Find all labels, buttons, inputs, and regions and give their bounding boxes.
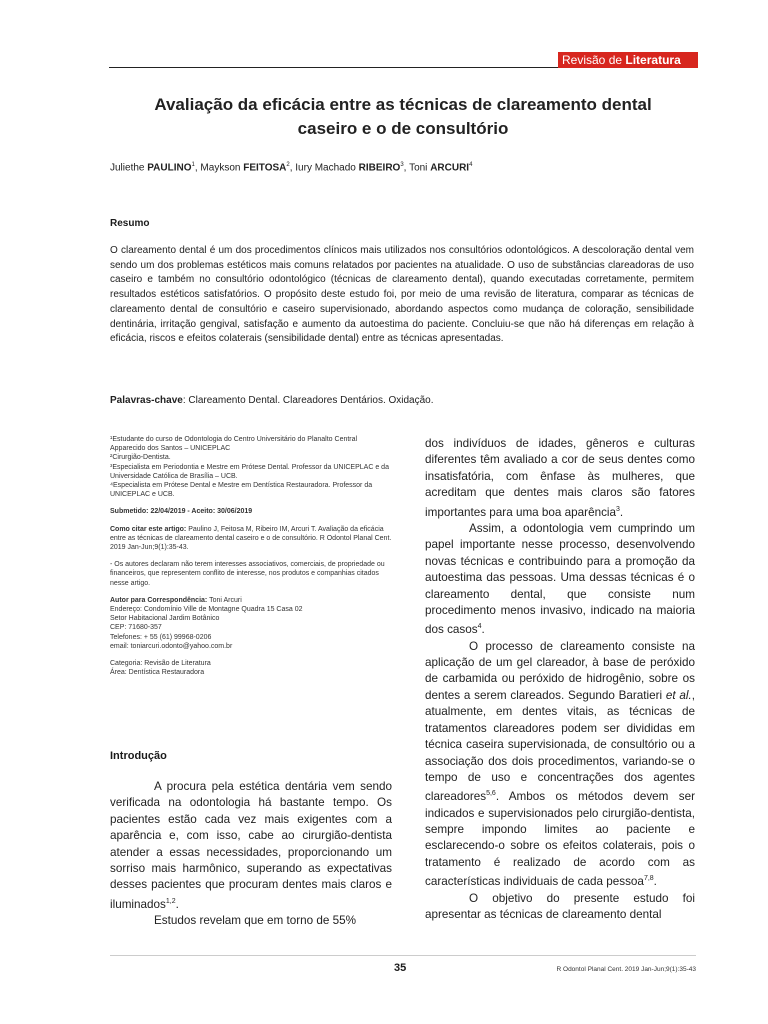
affiliations xyxy=(110,435,392,499)
author-sup: 1 xyxy=(191,162,195,168)
paragraph-text: dos indivíduos de idades, gêneros e culturas diferentes têm avaliado a cor de seus dentes como insatisfatória, com ênfase às mulheres, que acreditam que dentes mais claros são fatores importantes para uma boa aparência xyxy=(425,437,695,519)
author-family: ARCURI xyxy=(430,162,470,174)
citation-ref: 4 xyxy=(477,623,482,631)
paragraph: A procura pela estética dentária vem sendo verificada na odontologia há bastante tempo. Os pacientes estão cada vez mais exigentes com a aparência e, com isso, cabe ao cirurgião-dentista atender a essas necessidades, proporcionando um sorriso mais harmônico, superando as expectativas desses pacientes que procuram dentes mais claros e iluminados$^{1,2}$. xyxy=(110,780,392,911)
body-column-left xyxy=(110,779,392,930)
citation-ref: 5,6 xyxy=(486,790,496,798)
abstract-text: O clareamento dental é um dos procedimentos clínicos mais utilizados nos consultórios odontológicos. A descoloração dental vem sendo um dos problemas estéticos mais comuns relatados por pacientes na atualidade. O uso de substâncias clareadoras de uso caseiro e também no consultório odontológico (técnicas de clareamento dental), quando executadas corretamente, permitem resultados estéticos satisfatórios. O propósito deste estudo foi, por meio de uma revisão de literatura, comparar as técnicas de clareamento dental de consultório e caseiro supervisionado, abordando aspectos como mudança de coloração, sensibilidade dentinária, irritação gengival, satisfação e aumento da autoestima do paciente. Concluiu-se que não há diferenças em relação à eficácia, riscos e efeitos colaterais (sensibilidade dental) entre as técnicas apresentadas. xyxy=(110,245,694,345)
section-name: Literatura xyxy=(625,53,681,67)
abstract-heading: Resumo xyxy=(110,218,150,229)
author-given: Toni xyxy=(409,162,428,174)
address-line: Telefones: + 55 (61) 99968-0206 xyxy=(110,633,212,641)
footer-rule xyxy=(110,955,696,956)
page-number: 35 xyxy=(394,962,407,974)
paragraph: Estudos revelam que em torno de 55% xyxy=(154,914,357,928)
affiliation: ⁴Especialista em Prótese Dental e Mestre em Dentística Restauradora. Professor da UNICEPLAC e UCB. xyxy=(110,482,373,499)
email-line: email: toniarcuri.odonto@yahoo.com.br xyxy=(110,642,233,650)
paragraph-text: . Ambos os métodos devem ser indicados e supervisionados pelo cirurgião-dentista, sempre impondo limites ao paciente e esclarecendo-o sobre os efeitos colaterais, pois o tratamento é realizado de acordo com as características individuais de cada pessoa xyxy=(425,790,695,889)
keywords-label: Palavras-chave xyxy=(110,395,183,406)
category: Categoria: Revisão de Literatura xyxy=(110,660,211,668)
author-family: PAULINO xyxy=(147,162,192,174)
corr-label: Autor para Correspondência: xyxy=(110,596,208,604)
footer-citation: R Odontol Planal Cent. 2019 Jan-Jun;9(1):35-43 xyxy=(556,966,696,973)
author-family: FEITOSA xyxy=(243,162,287,174)
intro-heading: Introdução xyxy=(110,750,167,762)
cite-text: Paulino J, Feitosa M, Ribeiro IM, Arcuri T. Avaliação da eficácia entre as técnicas de clareamento dental caseiro e o de consultório. R Odontol Planal Cent. 2019 Jan-Jun;9(1):35-43. xyxy=(110,525,392,552)
citation-ref: 7,8 xyxy=(643,875,654,883)
section-prefix: Revisão de xyxy=(562,53,623,67)
conflict-statement: - Os autores declaram não terem interesses associativos, comerciais, de propriedade ou financeiros, que representem conflito de interesse, nos produtos e companhias citados nesse artigo. xyxy=(110,561,385,587)
paragraph-text: O processo de clareamento consiste na aplicação de um gel clareador, à base de peróxido de carbamida ou peróxido de hidrogênio, sobre os dentes a serem clareados. Segundo Baratieri xyxy=(425,639,695,702)
author-sup: 4 xyxy=(469,162,473,168)
how-to-cite xyxy=(110,525,392,553)
paragraph-text: A procura pela estética dentária vem sendo verificada na odontologia há bastante tempo. Os pacientes estão cada vez mais exigentes com a aparência e, com isso, cabe ao cirurgião-dentista atender a essas necessidades, proporcionando um sorriso mais harmônico, superando as expectativas desses pacientes que procuram dentes mais claros e iluminados xyxy=(110,780,392,911)
paragraph: O objetivo do presente estudo foi apresentar as técnicas de clareamento dental xyxy=(425,891,695,921)
affiliation: ³Especialista em Periodontia e Mestre em Prótese Dental. Professor da UNICEPLAC e da Universidade Católica de Brasília – UCB. xyxy=(110,463,389,480)
section-badge xyxy=(558,52,698,68)
author-given: Iury Machado xyxy=(295,162,356,174)
citation-ref: 1,2 xyxy=(165,897,176,905)
classification xyxy=(110,659,392,677)
author-sup: 2 xyxy=(286,162,290,168)
address-line: Setor Habitacional Jardim Botânico xyxy=(110,615,220,623)
address-line: CEP: 71680-357 xyxy=(110,624,162,632)
author-list: Juliethe PAULINO$^1$, Maykson FEITOSA$^2$, Iury Machado RIBEIRO$^3$, Toni ARCURI$^4$ xyxy=(110,162,473,174)
area: Área: Dentística Restauradora xyxy=(110,669,205,677)
affiliation: ¹Estudante do curso de Odontologia do Centro Universitário do Planalto Central Apparecido dos Santos – UNICEPLAC xyxy=(110,436,358,453)
paragraph: dos indivíduos de idades, gêneros e culturas diferentes têm avaliado a cor de seus dentes como insatisfatória, com ênfase às mulheres, que acreditam que dentes mais claros são fatores importantes para uma boa aparência$^3$. xyxy=(425,437,695,519)
cite-label: Como citar este artigo: xyxy=(110,525,187,533)
paragraph-text: , atualmente, em dentes vitais, as técnicas de tratamentos clareadores podem ser divididas em técnica caseira supervisionada, de consultório ou a associação dos dois procedimentos, variando-se o tempo de uso e concentrações dos agentes clareadores xyxy=(425,688,695,804)
address-line: Endereço: Condomínio Ville de Montagne Quadra 15 Casa 02 xyxy=(110,606,303,614)
article-notes xyxy=(110,435,392,685)
keywords xyxy=(110,395,694,406)
keywords-text: : Clareamento Dental. Clareadores Dentários. Oxidação. xyxy=(182,395,434,406)
title-line-2: caseiro e o de consultório xyxy=(297,119,509,138)
author-sup: 3 xyxy=(400,162,404,168)
author-family: RIBEIRO xyxy=(358,162,401,174)
title-line-1: Avaliação da eficácia entre as técnicas de clareamento dental xyxy=(154,95,652,114)
et-al: et al. xyxy=(665,688,692,702)
header-rule xyxy=(109,67,558,68)
author-given: Maykson xyxy=(200,162,241,174)
citation-ref: 3 xyxy=(616,505,620,513)
affiliation: ²Cirurgião-Dentista. xyxy=(110,454,171,462)
correspondence xyxy=(110,596,392,651)
author-given: Juliethe xyxy=(110,162,145,174)
corr-name: Toni Arcuri xyxy=(207,596,242,604)
submission-dates: Submetido: 22/04/2019 - Aceito: 30/06/2019 xyxy=(110,508,253,516)
body-column-right xyxy=(425,436,695,923)
paragraph-text: Assim, a odontologia vem cumprindo um papel importante nesse processo, desenvolvendo novas técnicas e contribuindo para a promoção da autoestima das pessoas. Uma dessas técnicas é o clareamento dental, que consiste num procedimento menos invasivo, indicado na maioria dos casos xyxy=(425,521,695,637)
paragraph: O processo de clareamento consiste na aplicação de um gel clareador, à base de peróxido de carbamida ou peróxido de hidrogênio, sobre os dentes a serem clareados. Segundo Baratieri et al., atualmente, em dentes vitais, as técnicas de tratamentos clareadores podem ser divididas em técnica caseira supervisionada, de consultório ou a associação dos dois procedimentos, variando-se o tempo de uso e concentrações dos agentes clareadores$^{5,6}$. Ambos os métodos devem ser indicados e supervisionados pelo cirurgião-dentista, sempre impondo limites ao paciente e esclarecendo-o sobre os efeitos colaterais, pois o tratamento é realizado de acordo com as características individuais de cada pessoa$^{7,8}$. xyxy=(425,639,695,889)
article-title xyxy=(110,93,696,141)
paragraph: Assim, a odontologia vem cumprindo um papel importante nesse processo, desenvolvendo novas técnicas e contribuindo para a promoção da autoestima das pessoas. Uma dessas técnicas é o clareamento dental, que consiste num procedimento menos invasivo, indicado na maioria dos casos$^4$. xyxy=(425,521,695,637)
